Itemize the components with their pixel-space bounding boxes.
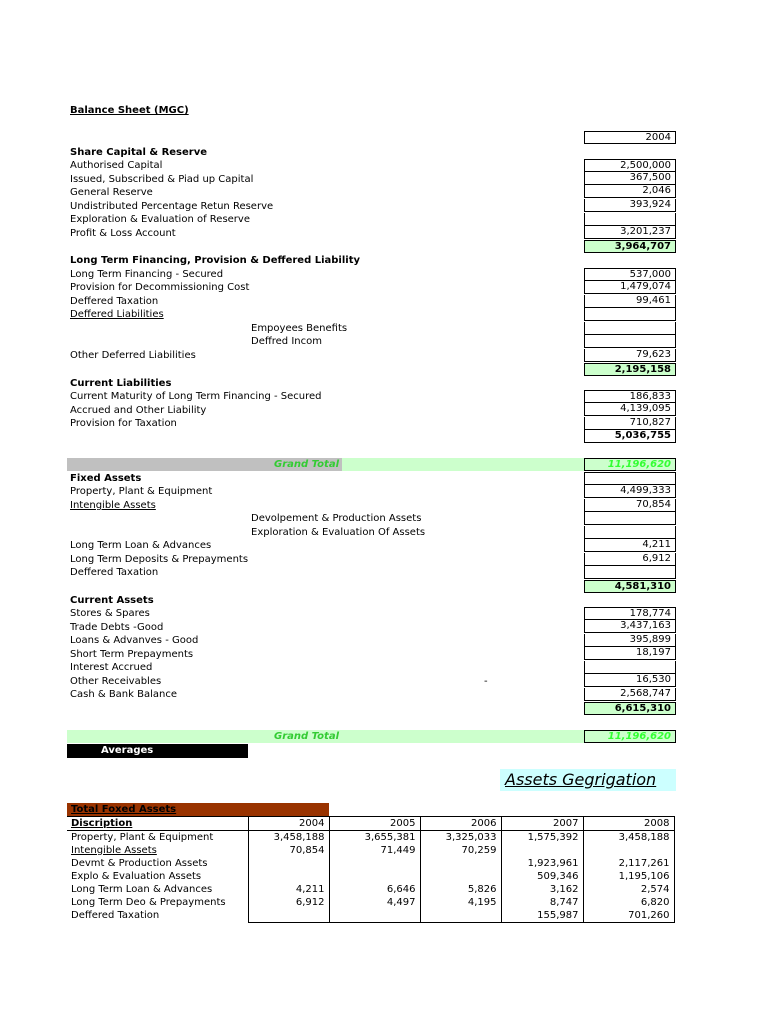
row-label: Intengible Assets [71,844,157,856]
cl-total: 5,036,755 [584,430,676,443]
table-row [67,870,674,883]
cell: 509,346 [501,870,583,883]
cell: 6,820 [583,896,674,909]
averages-bar: Averages [67,744,248,758]
row-label: Devolpement & Production Assets [251,513,422,524]
cell: 3,162 [501,883,583,896]
value-cell [584,526,676,539]
cell: 1,195,106 [583,870,674,883]
value-cell [584,661,676,674]
cell: 4,497 [329,896,420,909]
table-row [67,844,674,857]
cell: 3,325,033 [420,831,501,845]
cl-heading: Current Liabilities [70,378,172,389]
cell: 155,987 [501,909,583,923]
sheet-title: Balance Sheet (MGC) [70,105,189,116]
value-cell: 3,437,163 [584,620,676,633]
row-label: Deffered Taxation [70,567,159,578]
cell: 8,747 [501,896,583,909]
cell: 1,923,961 [501,857,583,870]
row-label: Stores & Spares [70,608,150,619]
value-cell: 395,899 [584,634,676,647]
cell: 5,826 [420,883,501,896]
table-row [67,883,674,896]
value-cell: 537,000 [584,268,676,281]
grand-total-label: Grand Total [274,459,340,470]
value-cell: 99,461 [584,295,676,308]
cell: 3,458,188 [583,831,674,845]
ltf-heading: Long Term Financing, Provision & Deffered Liability [70,255,361,266]
cell [329,857,420,870]
row-label: Long Term Financing - Secured [70,269,224,280]
row-label: Exploration & Evaluation of Reserve [70,214,250,225]
value-cell: 2,500,000 [584,159,676,172]
value-cell: 2,568,747 [584,688,676,701]
value-cell: 4,139,095 [584,403,676,416]
row-label: Accrued and Other Liability [70,405,207,416]
cell: 3,655,381 [329,831,420,845]
value-cell: 367,500 [584,172,676,185]
ca-heading: Current Assets [70,595,154,606]
table-caption-row [67,803,674,817]
value-cell [584,566,676,579]
table-caption: Total Foxed Assets [67,803,248,817]
table-row [67,831,674,845]
cell [248,909,329,923]
row-label: Property, Plant & Equipment [71,831,214,843]
value-cell: 710,827 [584,417,676,430]
table-row [67,896,674,909]
cell [420,909,501,923]
row-label: Interest Accrued [70,662,153,673]
cell: 4,211 [248,883,329,896]
value-cell: 2,046 [584,185,676,198]
value-cell [584,335,676,348]
cell [501,844,583,857]
cell [329,870,420,883]
cell: 70,259 [420,844,501,857]
equity-heading: Share Capital & Reserve [70,147,208,158]
cell: 71,449 [329,844,420,857]
value-cell: 4,499,333 [584,485,676,498]
cell: 6,646 [329,883,420,896]
grand-total-value: 11,196,620 [584,458,676,471]
cell [248,870,329,883]
cell: 70,854 [248,844,329,857]
table-header-row [67,817,674,831]
row-label: Deffered Taxation [71,909,160,921]
cell: 2,574 [583,883,674,896]
row-label: Provision for Taxation [70,418,177,429]
row-label: Empoyees Benefits [251,323,348,334]
cell: 3,458,188 [248,831,329,845]
equity-total: 3,964,707 [584,240,676,253]
row-label: Deffered Liabilities [70,309,164,320]
row-label: Provision for Decommissioning Cost [70,282,250,293]
ca-total: 6,615,310 [584,702,676,715]
fixed-assets-table [67,803,675,923]
table-row [67,909,674,923]
value-cell: 79,623 [584,349,676,362]
value-cell: 18,197 [584,647,676,660]
row-label: Loans & Advanves - Good [70,635,199,646]
col-header-year: 2005 [329,817,420,831]
row-label: Current Maturity of Long Term Financing - Secured [70,391,322,402]
value-cell [584,322,676,335]
value-cell: 1,479,074 [584,281,676,294]
table-row [67,857,674,870]
cell: 4,195 [420,896,501,909]
row-label: Other Receivables [70,676,162,687]
grand-total-label-assets: Grand Total [274,731,340,742]
value-cell [584,512,676,525]
value-cell [584,308,676,321]
row-label: Cash & Bank Balance [70,689,177,700]
row-label: Other Deferred Liabilities [70,350,196,361]
row-label: Authorised Capital [70,160,163,171]
cell [420,857,501,870]
fa-total: 4,581,310 [584,580,676,593]
value-cell [584,213,676,226]
value-cell [584,472,676,485]
cell: 2,117,261 [583,857,674,870]
row-label: Long Term Deposits & Prepayments [70,554,249,565]
cell [329,909,420,923]
value-cell: 3,201,237 [584,226,676,239]
value-cell: 178,774 [584,607,676,620]
cell: 1,575,392 [501,831,583,845]
value-cell: 186,833 [584,390,676,403]
value-cell: 16,530 [584,674,676,687]
row-label: Explo & Evaluation Assets [71,870,202,882]
row-label: Long Term Deo & Prepayments [71,896,226,908]
cell [583,844,674,857]
row-label: Exploration & Evaluation Of Assets [251,527,426,538]
cell: 6,912 [248,896,329,909]
cell: 701,260 [583,909,674,923]
row-label: Property, Plant & Equipment [70,486,213,497]
row-label: Long Term Loan & Advances [70,540,212,551]
cell [248,857,329,870]
col-header-year: 2008 [583,817,674,831]
row-label: Devmt & Production Assets [71,857,208,869]
value-cell: 393,924 [584,199,676,212]
value-cell: 70,854 [584,499,676,512]
fa-heading: Fixed Assets [70,473,142,484]
value-cell: 4,211 [584,539,676,552]
col-header-year: 2004 [248,817,329,831]
row-label: Undistributed Percentage Retun Reserve [70,201,274,212]
row-label: General Reserve [70,187,153,198]
row-label: Deffred Incom [251,336,322,347]
col-header-year: 2007 [501,817,583,831]
dash-mark: - [484,676,488,687]
col-header-label: Discription [67,817,248,831]
col-header-year: 2006 [420,817,501,831]
row-label: Long Term Loan & Advances [71,883,213,895]
grand-total-value-assets: 11,196,620 [584,730,676,743]
row-label: Trade Debts -Good [70,622,164,633]
row-label: Issued, Subscribed & Piad up Capital [70,174,254,185]
row-label: Deffered Taxation [70,296,159,307]
ltf-total: 2,195,158 [584,363,676,376]
year-header: 2004 [584,131,676,144]
value-cell: 6,912 [584,553,676,566]
row-label: Profit & Loss Account [70,228,176,239]
segregation-title: Assets Gegrigation [500,769,676,791]
cell [420,870,501,883]
row-label: Short Term Prepayments [70,649,194,660]
row-label: Intengible Assets [70,500,156,511]
